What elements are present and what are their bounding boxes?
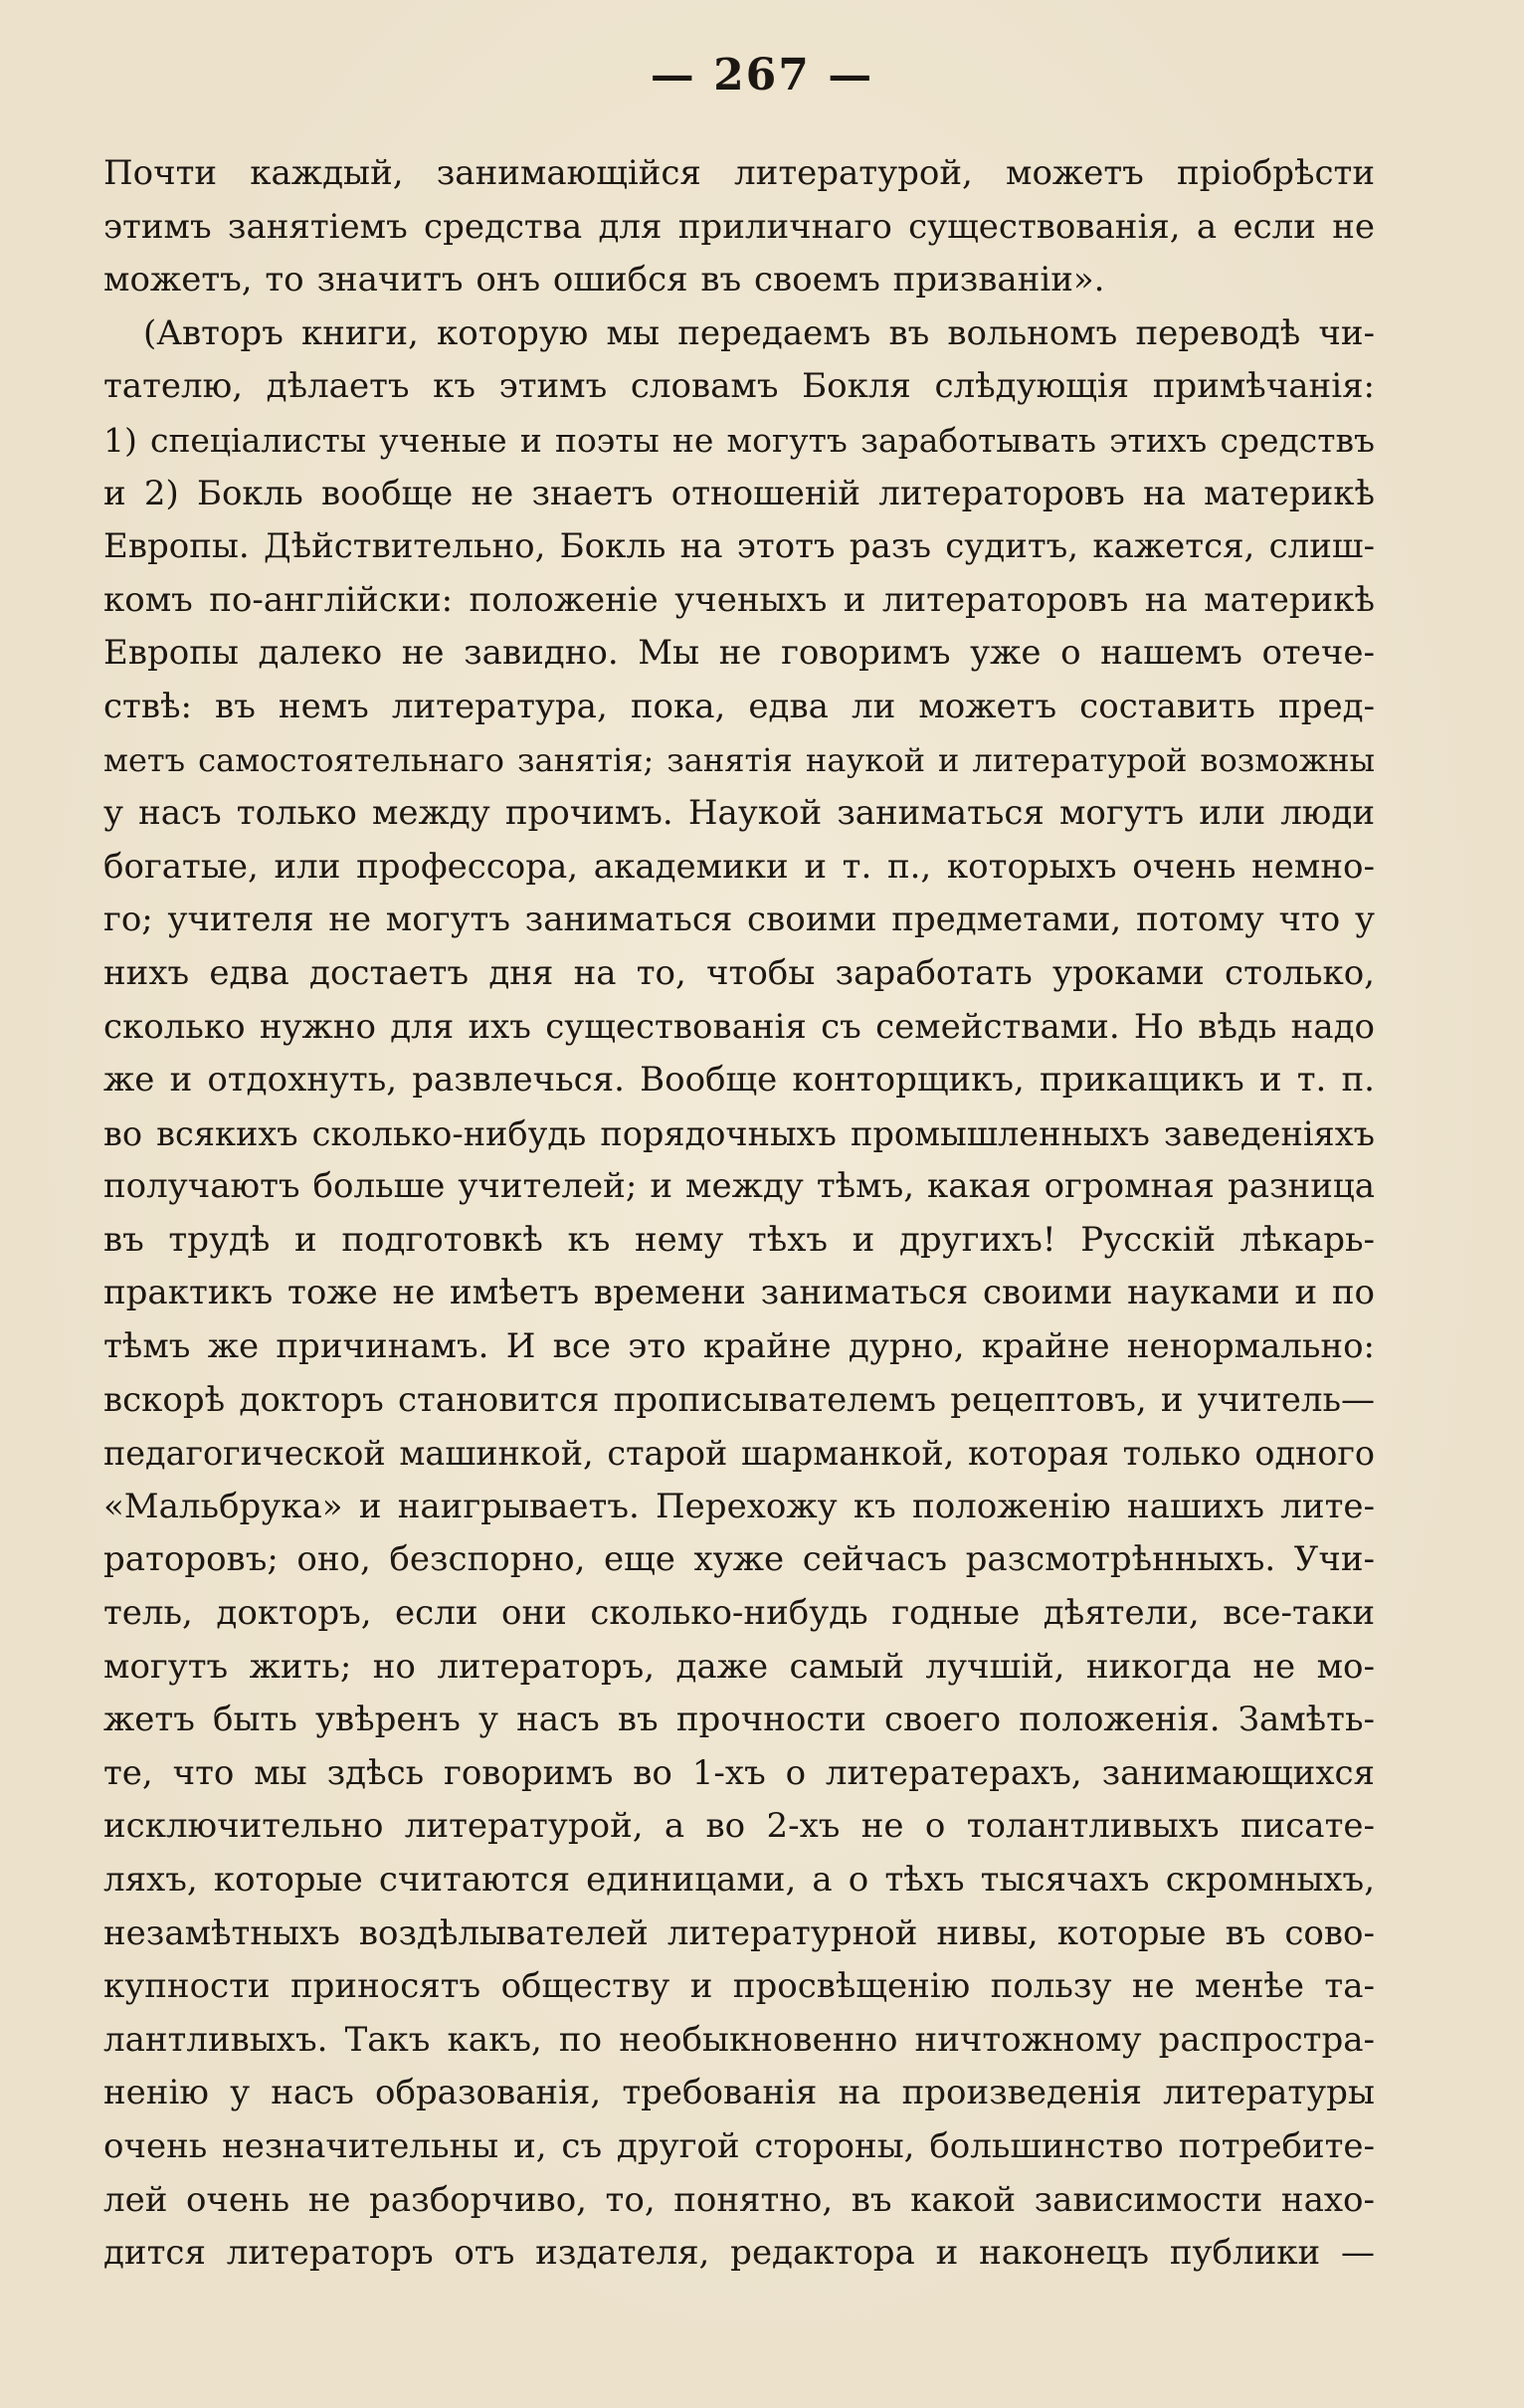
text-line: метъ самостоятельнаго занятія; занятія наукой и литературой возможны	[103, 740, 1375, 779]
text-line: богатые, или профессора, академики и т. п., которыхъ очень немно-	[103, 846, 1375, 887]
text-line: ненію у насъ образованія, требованія на произведенія литературы	[103, 2073, 1375, 2113]
text-line: Почти каждый, занимающійся литературой, можетъ пріобрѣсти	[103, 153, 1375, 193]
text-line: купности приносятъ обществу и просвѣщенію пользу не менѣе та-	[103, 1966, 1375, 2007]
text-line: незамѣтныхъ воздѣлывателей литературной нивы, которые въ сово-	[103, 1912, 1375, 1953]
text-line: очень незначительны и, съ другой стороны, большинство потребите-	[103, 2125, 1375, 2166]
text-line: комъ по-англійски: положеніе ученыхъ и литераторовъ на материкѣ	[103, 579, 1375, 620]
text-line: вскорѣ докторъ становится прописывателемъ рецептовъ, и учитель—	[103, 1379, 1375, 1420]
text-line: нихъ едва достаетъ дня на то, чтобы заработать уроками столько,	[103, 952, 1375, 993]
text-line: тѣмъ же причинамъ. И все это крайне дурно, крайне ненормально:	[103, 1326, 1375, 1367]
text-line: дится литераторъ отъ издателя, редактора и наконецъ публики —	[103, 2233, 1375, 2274]
text-line: можетъ, то значитъ онъ ошибся въ своемъ призваніи».	[103, 260, 1105, 301]
text-line: «Мальбрука» и наигрываетъ. Перехожу къ положенію нашихъ лите-	[103, 1486, 1375, 1526]
text-line: (Авторъ книги, которую мы передаемъ въ вольномъ переводѣ чи-	[143, 312, 1375, 353]
text-line: и 2) Бокль вообще не знаетъ отношеній литераторовъ на материкѣ	[103, 473, 1375, 513]
text-line: те, что мы здѣсь говоримъ во 1-хъ о литератерахъ, занимающихся	[103, 1752, 1375, 1793]
text-line: Европы. Дѣйствительно, Бокль на этотъ разъ судитъ, кажется, слиш-	[103, 526, 1375, 567]
text-line: ляхъ, которые считаются единицами, а о тѣхъ тысячахъ скромныхъ,	[103, 1860, 1375, 1900]
text-line: исключительно литературой, а во 2-хъ не о толантливыхъ писате-	[103, 1806, 1375, 1847]
text-line: раторовъ; оно, безспорно, еще хуже сейчасъ разсмотрѣнныхъ. Учи-	[103, 1539, 1375, 1580]
text-line: получаютъ больше учителей; и между тѣмъ, какая огромная разница	[103, 1166, 1375, 1207]
text-line: Европы далеко не завидно. Мы не говоримъ уже о нашемъ отече-	[103, 633, 1375, 674]
text-line: же и отдохнуть, развлечься. Вообще конторщикъ, прикащикъ и т. п.	[103, 1060, 1375, 1101]
text-line: этимъ занятіемъ средства для приличнаго существованія, а если не	[103, 206, 1375, 247]
text-line: 1) спеціалисты ученые и поэты не могутъ заработывать этихъ средствъ	[103, 420, 1375, 460]
text-line: у насъ только между прочимъ. Наукой заниматься могутъ или люди	[103, 793, 1375, 834]
text-line: въ трудѣ и подготовкѣ къ нему тѣхъ и другихъ! Русскій лѣкарь-	[103, 1219, 1375, 1260]
text-line: лантливыхъ. Такъ какъ, по необыкновенно ничтожному распростра-	[103, 2019, 1375, 2060]
text-line: тель, докторъ, если они сколько-нибудь годные дѣятели, все-таки	[103, 1593, 1375, 1634]
text-line: тателю, дѣлаетъ къ этимъ словамъ Бокля слѣдующія примѣчанія:	[103, 366, 1375, 407]
text-line: го; учителя не могутъ заниматься своими предметами, потому что у	[103, 900, 1375, 940]
text-line: лей очень не разборчиво, то, понятно, въ какой зависимости нахо-	[103, 2179, 1375, 2220]
text-line: сколько нужно для ихъ существованія съ семействами. Но вѣдь надо	[103, 1006, 1375, 1047]
text-line: во всякихъ сколько-нибудь порядочныхъ промышленныхъ заведеніяхъ	[103, 1113, 1375, 1153]
text-line: практикъ тоже не имѣетъ времени заниматься своими науками и по	[103, 1273, 1375, 1313]
text-line: могутъ жить; но литераторъ, даже самый лучшій, никогда не мо-	[103, 1646, 1375, 1687]
text-line: педагогической машинкой, старой шарманкой, которая только одного	[103, 1434, 1375, 1474]
text-line: ствѣ: въ немъ литература, пока, едва ли можетъ составить пред-	[103, 686, 1375, 726]
text-line: жетъ быть увѣренъ у насъ въ прочности своего положенія. Замѣть-	[103, 1700, 1375, 1740]
page-number: — 267 —	[650, 50, 874, 100]
body-text	[103, 147, 1375, 2281]
